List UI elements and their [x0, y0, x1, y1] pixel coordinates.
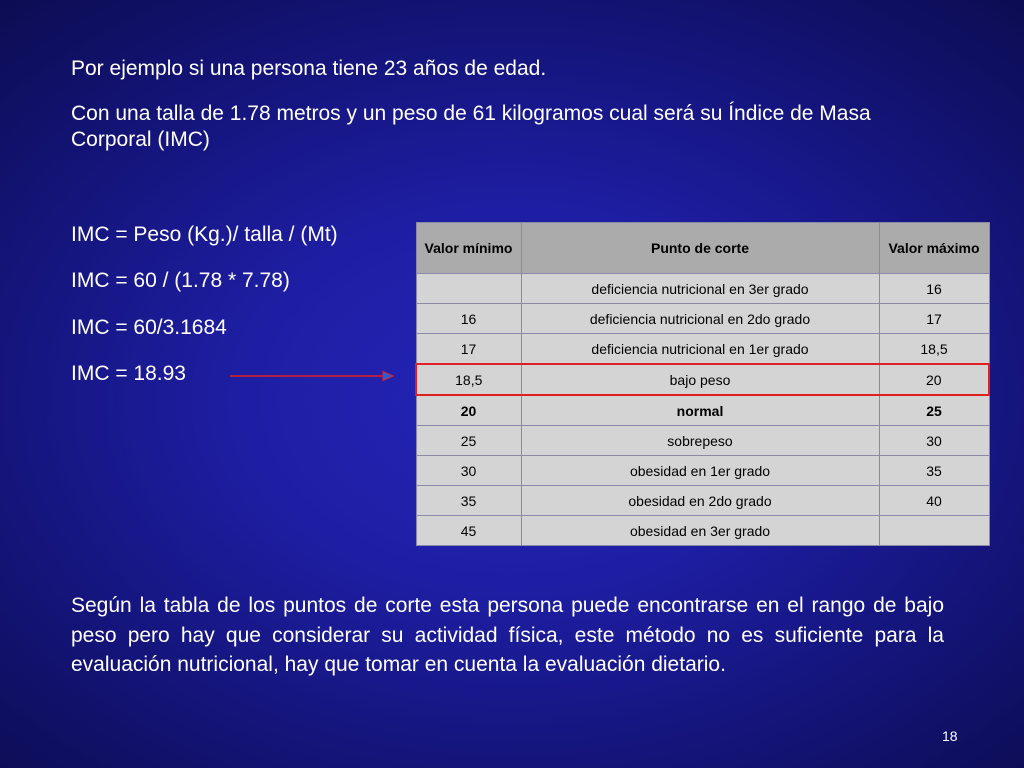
cell-min: 16 [416, 304, 521, 334]
table-row [416, 486, 989, 516]
cell-cutoff: obesidad en 1er grado [521, 456, 879, 486]
page-number: 18 [942, 728, 958, 744]
cell-max: 35 [879, 456, 989, 486]
cell-cutoff: deficiencia nutricional en 2do grado [521, 304, 879, 334]
cell-min: 35 [416, 486, 521, 516]
cell-cutoff: obesidad en 3er grado [521, 516, 879, 546]
formula-line-3: IMC = 60/3.1684 [71, 316, 227, 339]
table-header-row [416, 223, 989, 274]
cell-min: 25 [416, 426, 521, 456]
table-row-normal [416, 395, 989, 426]
formula-result: IMC = 18.93 [71, 362, 186, 385]
cell-max: 17 [879, 304, 989, 334]
table-row [416, 334, 989, 365]
cell-cutoff: sobrepeso [521, 426, 879, 456]
cell-cutoff: obesidad en 2do grado [521, 486, 879, 516]
intro-line-1: Por ejemplo si una persona tiene 23 años de edad. [71, 57, 547, 80]
conclusion-paragraph: Según la tabla de los puntos de corte esta persona puede encontrarse en el rango de bajo peso pero hay que considerar su actividad física, este método no es suficiente para la evaluación nutricional, hay que tomar en cuenta la evaluación dietario. [71, 594, 944, 676]
cell-cutoff: deficiencia nutricional en 3er grado [521, 274, 879, 304]
header-punto-de-corte: Punto de corte [521, 223, 879, 274]
cell-cutoff: deficiencia nutricional en 1er grado [521, 334, 879, 365]
intro-line-2: Con una talla de 1.78 metros y un peso de 61 kilogramos cual será su Índice de Masa Corporal (IMC) [71, 102, 871, 151]
cell-min [416, 274, 521, 304]
table-row [416, 274, 989, 304]
formula-line-1: IMC = Peso (Kg.)/ talla / (Mt) [71, 223, 338, 246]
imc-cutoff-table [415, 222, 990, 546]
formula-line-2: IMC = 60 / (1.78 * 7.78) [71, 269, 290, 292]
cell-min: 18,5 [416, 364, 521, 395]
cell-max: 18,5 [879, 334, 989, 365]
cell-cutoff: normal [521, 395, 879, 426]
red-arrow-icon [230, 368, 395, 384]
table-row [416, 456, 989, 486]
cell-max: 40 [879, 486, 989, 516]
cell-max: 16 [879, 274, 989, 304]
table-row-highlighted [416, 364, 989, 395]
cell-min: 20 [416, 395, 521, 426]
cell-min: 45 [416, 516, 521, 546]
header-valor-maximo: Valor máximo [879, 223, 989, 274]
cell-max [879, 516, 989, 546]
cell-min: 30 [416, 456, 521, 486]
table-row [416, 304, 989, 334]
table-row [416, 516, 989, 546]
cell-max: 20 [879, 364, 989, 395]
header-valor-minimo: Valor mínimo [416, 223, 521, 274]
table-row [416, 426, 989, 456]
cell-cutoff: bajo peso [521, 364, 879, 395]
cell-max: 25 [879, 395, 989, 426]
cell-min: 17 [416, 334, 521, 365]
cell-max: 30 [879, 426, 989, 456]
